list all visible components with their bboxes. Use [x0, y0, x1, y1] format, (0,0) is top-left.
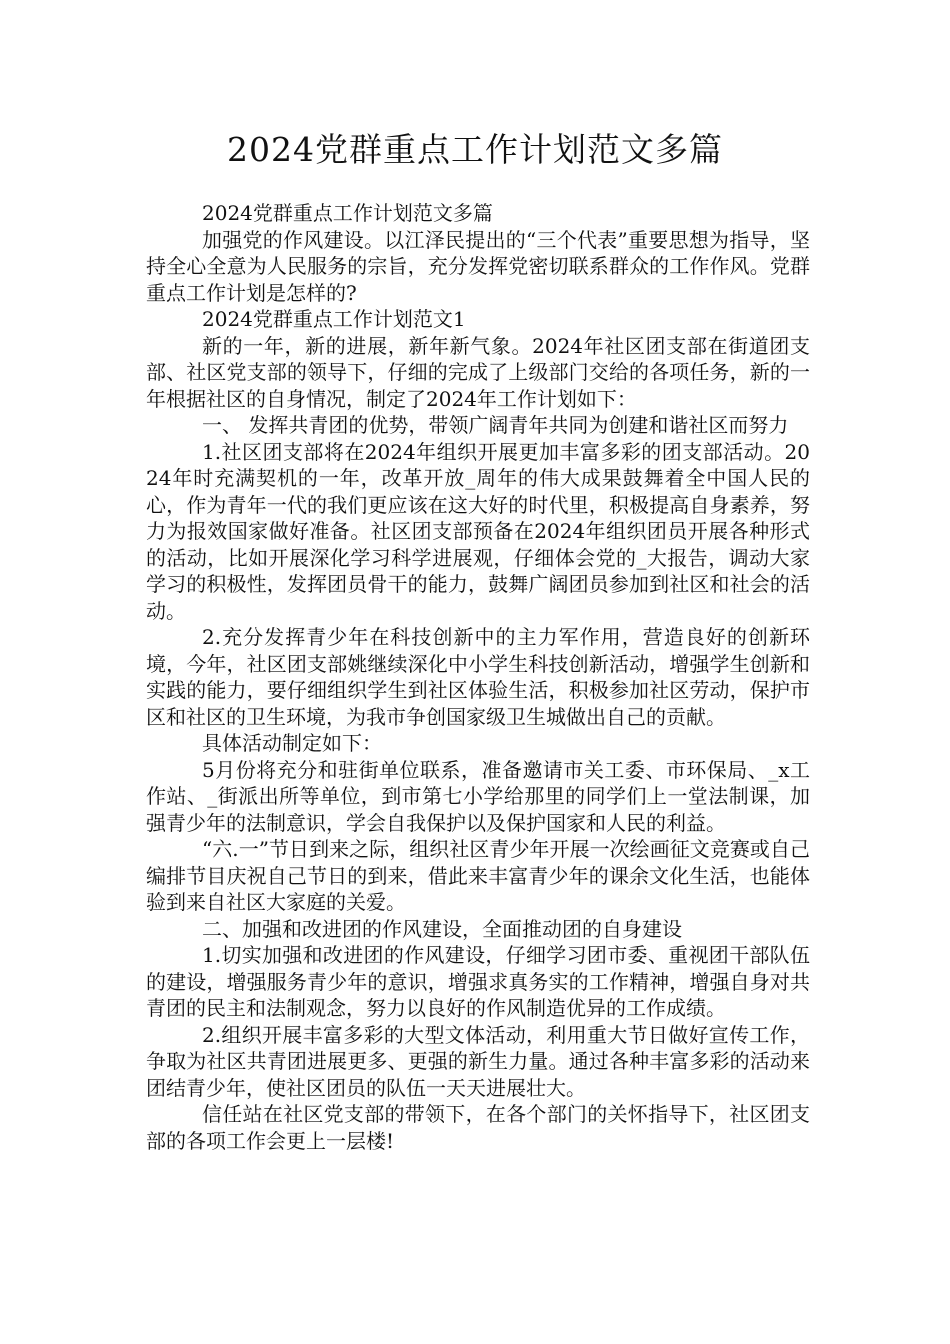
paragraph: “六.一”节日到来之际，组织社区青少年开展一次绘画征文竞赛或自己编排节目庆祝自己节日的到来，借此来丰富青少年的课余文化生活，也能体验到来自社区大家庭的关爱。	[146, 837, 810, 914]
paragraph: 1.切实加强和改进团的作风建设，仔细学习团市委、重视团干部队伍的建设，增强服务青少年的意识，增强求真务实的工作精神，增强自身对共青团的民主和法制观念，努力以良好的作风制造优异的工作成绩。	[146, 943, 810, 1020]
paragraph: 5月份将充分和驻街单位联系，准备邀请市关工委、市环保局、_x工作站、_街派出所等单位，到市第七小学给那里的同学们上一堂法制课，加强青少年的法制意识，学会自我保护以及保护国家和人民的利益。	[146, 757, 810, 835]
section-heading-2: 二、加强和改进团的作风建设，全面推动团的自身建设	[202, 916, 682, 941]
paragraph: 1.社区团支部将在2024年组织开展更加丰富多彩的团支部活动。2024年时充满契机的一年，改革开放_周年的伟大成果鼓舞着全中国人民的心，作为青年一代的我们更应该在这大好的时代里，积极提高自身素养，努力为报效国家做好准备。社区团支部预备在2024年组织团员开展各种形式的活动，比如开展深化学习科学进展观，仔细体会党的_大报告，调动大家学习的积极性，发挥团员骨干的能力，鼓舞广阔团员参加到社区和社会的活动。	[146, 439, 810, 623]
paragraph-subtitle: 2024党群重点工作计划范文多篇	[202, 201, 493, 225]
section-heading-1: 一、 发挥共青团的优势，带领广阔青年共同为创建和谐社区而努力	[202, 413, 789, 437]
paragraph-sample-heading: 2024党群重点工作计划范文1	[202, 307, 466, 331]
paragraph: 2.充分发挥青少年在科技创新中的主力军作用，营造良好的创新环境，今年，社区团支部姚继续深化中小学生科技创新活动，增强学生创新和实践的能力，要仔细组织学生到社区体验生活，积极参加社区劳动，保护市区和社区的卫生环境，为我市争创国家级卫生城做出自己的贡献。	[146, 625, 810, 729]
paragraph: 新的一年，新的进展，新年新气象。2024年社区团支部在街道团支部、社区党支部的领导下，仔细的完成了上级部门交给的各项任务，新的一年根据社区的自身情况，制定了2024年工作计划如下：	[146, 333, 810, 411]
paragraph-intro: 加强党的作风建设。以江泽民提出的“三个代表”重要思想为指导，坚持全心全意为人民服务的宗旨，充分发挥党密切联系群众的工作作风。党群重点工作计划是怎样的?	[146, 227, 810, 305]
paragraph-closing: 信任站在社区党支部的带领下，在各个部门的关怀指导下，社区团支部的各项工作会更上一层楼!	[146, 1102, 810, 1153]
paragraph: 2.组织开展丰富多彩的大型文体活动，利用重大节日做好宣传工作，争取为社区共青团进展更多、更强的新生力量。通过各种丰富多彩的活动来团结青少年，使社区团员的队伍一天天进展壮大。	[146, 1022, 810, 1100]
document-title: 2024党群重点工作计划范文多篇	[227, 130, 723, 169]
document-body	[146, 200, 810, 1154]
paragraph: 具体活动制定如下：	[202, 731, 382, 755]
